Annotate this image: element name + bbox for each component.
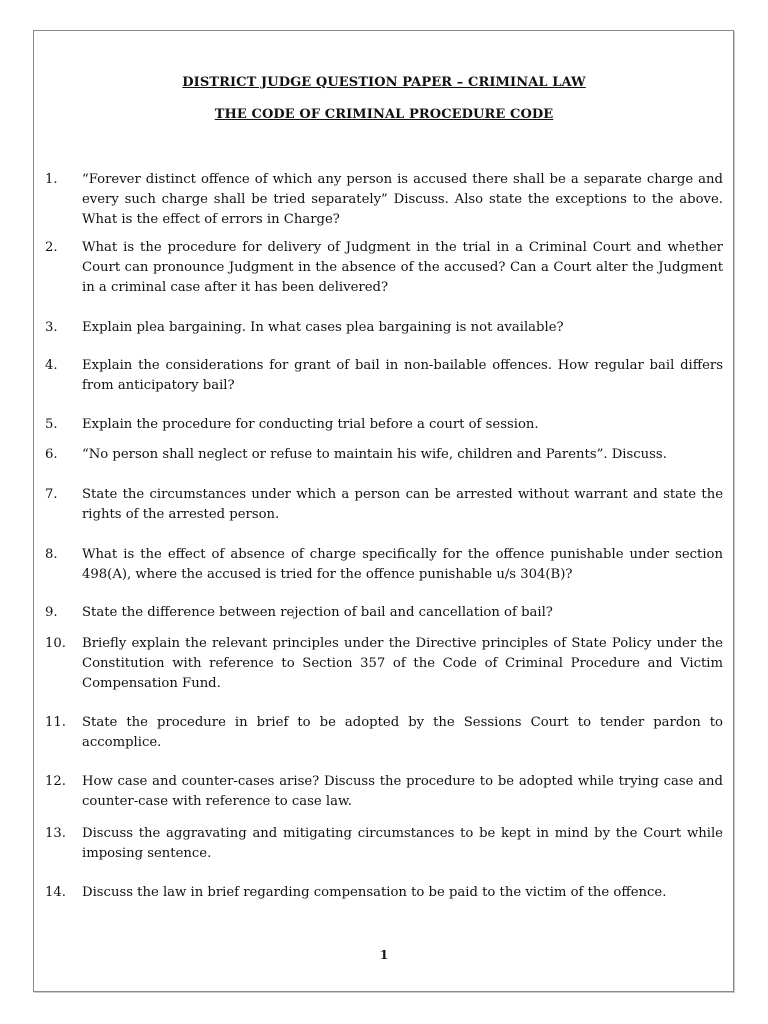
question-text: “No person shall neglect or refuse to maintain his wife, children and Parents”. Discuss. xyxy=(82,447,667,462)
question-text: Explain the considerations for grant of bail in non-bailable offences. How regular bail differs from anticipatory bail? xyxy=(82,358,723,393)
question-text: State the procedure in brief to be adopted by the Sessions Court to tender pardon to accomplice. xyxy=(82,715,723,750)
question-item-4 xyxy=(45,356,723,396)
question-number: 12. xyxy=(45,774,66,789)
question-number: 9. xyxy=(45,605,58,620)
question-text: State the difference between rejection of bail and cancellation of bail? xyxy=(82,605,553,620)
question-text: What is the effect of absence of charge specifically for the offence punishable under section 498(A), where the accused is tried for the offence punishable u/s 304(B)? xyxy=(82,547,723,582)
question-number: 6. xyxy=(45,447,58,462)
question-number: 4. xyxy=(45,358,58,373)
question-item-1 xyxy=(45,170,723,230)
question-item-9 xyxy=(45,603,723,623)
question-item-5 xyxy=(45,415,723,435)
question-text: State the circumstances under which a person can be arrested without warrant and state the rights of the arrested person. xyxy=(82,487,723,522)
question-text: Briefly explain the relevant principles under the Directive principles of State Policy under the Constitution with reference to Section 357 of the Code of Criminal Procedure and Victim Compensation Fund. xyxy=(82,636,723,691)
question-number: 8. xyxy=(45,547,58,562)
question-item-6 xyxy=(45,445,723,465)
question-text: What is the procedure for delivery of Judgment in the trial in a Criminal Court and whether Court can pronounce Judgment in the absence of the accused? Can a Court alter the Judgment in a criminal case after it has been delivered? xyxy=(82,240,723,295)
question-list xyxy=(45,170,723,903)
question-text: Explain the procedure for conducting trial before a court of session. xyxy=(82,417,539,432)
question-number: 3. xyxy=(45,320,58,335)
question-number: 11. xyxy=(45,715,66,730)
question-number: 7. xyxy=(45,487,58,502)
question-item-10 xyxy=(45,634,723,694)
question-item-14 xyxy=(45,883,723,903)
question-item-8 xyxy=(45,545,723,585)
question-text: How case and counter-cases arise? Discuss the procedure to be adopted while trying case and counter-case with reference to case law. xyxy=(82,774,723,809)
question-item-12 xyxy=(45,772,723,812)
question-number: 13. xyxy=(45,826,66,841)
question-item-7 xyxy=(45,485,723,525)
question-text: Explain plea bargaining. In what cases plea bargaining is not available? xyxy=(82,320,564,335)
question-number: 2. xyxy=(45,240,58,255)
document-subtitle: THE CODE OF CRIMINAL PROCEDURE CODE xyxy=(214,107,554,122)
question-number: 14. xyxy=(45,885,66,900)
question-number: 1. xyxy=(45,172,58,187)
question-item-2 xyxy=(45,238,723,298)
question-item-13 xyxy=(45,824,723,864)
question-number: 5. xyxy=(45,417,58,432)
question-number: 10. xyxy=(45,636,66,651)
document-title: DISTRICT JUDGE QUESTION PAPER – CRIMINAL LAW xyxy=(182,75,586,90)
question-text: “Forever distinct offence of which any person is accused there shall be a separate charge and every such charge shall be tried separately” Discuss. Also state the exceptions to the above. What is the effect of errors in Charge? xyxy=(82,172,723,227)
question-text: Discuss the aggravating and mitigating circumstances to be kept in mind by the Court while imposing sentence. xyxy=(82,826,723,861)
question-text: Discuss the law in brief regarding compensation to be paid to the victim of the offence. xyxy=(82,885,667,900)
question-item-11 xyxy=(45,713,723,753)
question-item-3 xyxy=(45,318,723,338)
page-number: 1 xyxy=(379,948,389,962)
